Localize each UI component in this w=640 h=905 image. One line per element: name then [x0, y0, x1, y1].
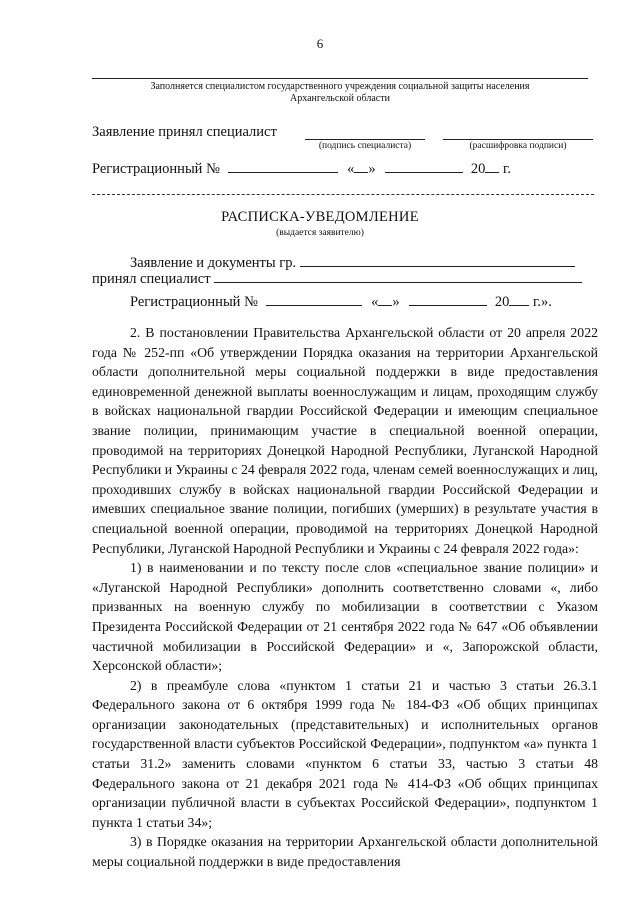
decoding-caption: (расшифровка подписи): [469, 141, 567, 151]
receipt-quote-close: »: [392, 294, 400, 310]
header-note-line-1: Заполняется специалистом государственного учреждения социальной защиты населения: [150, 81, 530, 92]
subparagraph-2: 2) в преамбуле слова «пунктом 1 статьи 21 и частью 3 статьи 26.3.1 Федерального закона от 6 октября 1999 года № 184-ФЗ «Об общих принципах организации законодательных (представительных) и исполнительных органов государственной власти субъектов Российской Федерации», подпунктом «а» пункта 1 статьи 31.2» заменить словами «пунктом 6 статьи 33, частью 3 статьи 48 Федерального закона от 21 декабря 2021 года № 414-ФЗ «Об общих принципах организации публичной власти в субъектах Российской Федерации», подпунктом 1 пункта 1 статьи 34»;: [92, 677, 598, 830]
signature-caption: (подпись специалиста): [318, 141, 412, 151]
header-rule: [92, 78, 588, 79]
receipt-title: РАСПИСКА-УВЕДОМЛЕНИЕ: [221, 209, 419, 225]
specialist-name-field[interactable]: [214, 281, 582, 283]
receipt-accepted-row: [92, 271, 582, 288]
acceptance-label: Заявление принял специалист: [92, 124, 277, 140]
decoding-line[interactable]: [443, 139, 593, 140]
registration-year-suffix: г.: [503, 161, 511, 177]
registration-quote-open: «: [347, 161, 355, 177]
registration-year-field[interactable]: [485, 171, 499, 173]
subparagraph-3: 3) в Порядке оказания на территории Архангельской области дополнительной меры социальной поддержки в виде предоставления: [92, 834, 598, 870]
receipt-year-suffix: г.».: [533, 294, 552, 310]
receipt-quote-open: «: [371, 294, 379, 310]
cut-line: [92, 194, 594, 195]
header-note: [92, 81, 588, 105]
registration-day-field[interactable]: [354, 171, 368, 173]
applicant-name-field[interactable]: [300, 265, 575, 267]
receipt-registration-label: Регистрационный №: [130, 294, 258, 310]
receipt-accepted-label: принял специалист: [92, 271, 211, 287]
registration-label: Регистрационный №: [92, 161, 220, 177]
header-note-line-2: Архангельской области: [290, 93, 390, 104]
paragraph-2: 2. В постановлении Правительства Архангельской области от 20 апреля 2022 года № 252-пп «Об утверждении Порядка оказания на территории Архангельской области дополнительной меры социальной поддержки в виде предоставления единовременной денежной выплаты военнослужащим и лицам, проходящим службу в войсках национальной гвардии Российской Федерации и имеющим специальное звание полиции, принимающим участие в специальной военной операции, проводимой на территориях Донецкой Народной Республики, Луганской Народной Республики и Украины с 24 февраля 2022 года, членам семей военнослужащих и лиц, проходивших службу в войсках национальной гвардии Российской Федерации и имевших специальное звание полиции, погибших (умерших) в результате участия в специальной военной операции, проводимой на территориях Донецкой Народной Республики, Луганской Народной Республики и Украины с 24 февраля 2022 года»:: [92, 325, 598, 556]
registration-quote-close: »: [368, 161, 376, 177]
receipt-day-field[interactable]: [378, 304, 392, 306]
signature-line[interactable]: [305, 139, 425, 140]
registration-number-field[interactable]: [228, 171, 338, 173]
subparagraph-1: 1) в наименовании и по тексту после слов «специальное звание полиции» и «Луганской Народной Республики» дополнить соответственно словами «, либо призванных на военную службу по мобилизации в соответствии с Указом Президента Российской Федерации от 21 сентября 2022 года № 647 «Об объявлении частичной мобилизации в Российской Федерации» и «, Запорожской области, Херсонской области»;: [92, 560, 598, 674]
receipt-subtitle: (выдается заявителю): [276, 228, 364, 238]
receipt-registration-row: [130, 294, 552, 311]
receipt-year-field[interactable]: [509, 304, 529, 306]
receipt-docs-row: [130, 255, 575, 272]
decree-text: [92, 323, 598, 872]
registration-month-field[interactable]: [385, 171, 463, 173]
receipt-docs-label: Заявление и документы гр.: [130, 255, 297, 271]
receipt-registration-number-field[interactable]: [266, 304, 362, 306]
receipt-month-field[interactable]: [409, 304, 487, 306]
receipt-year-prefix: 20: [494, 294, 510, 310]
acceptance-registration-row: [92, 161, 511, 178]
registration-year-prefix: 20: [470, 161, 486, 177]
page-number: 6: [316, 36, 324, 51]
